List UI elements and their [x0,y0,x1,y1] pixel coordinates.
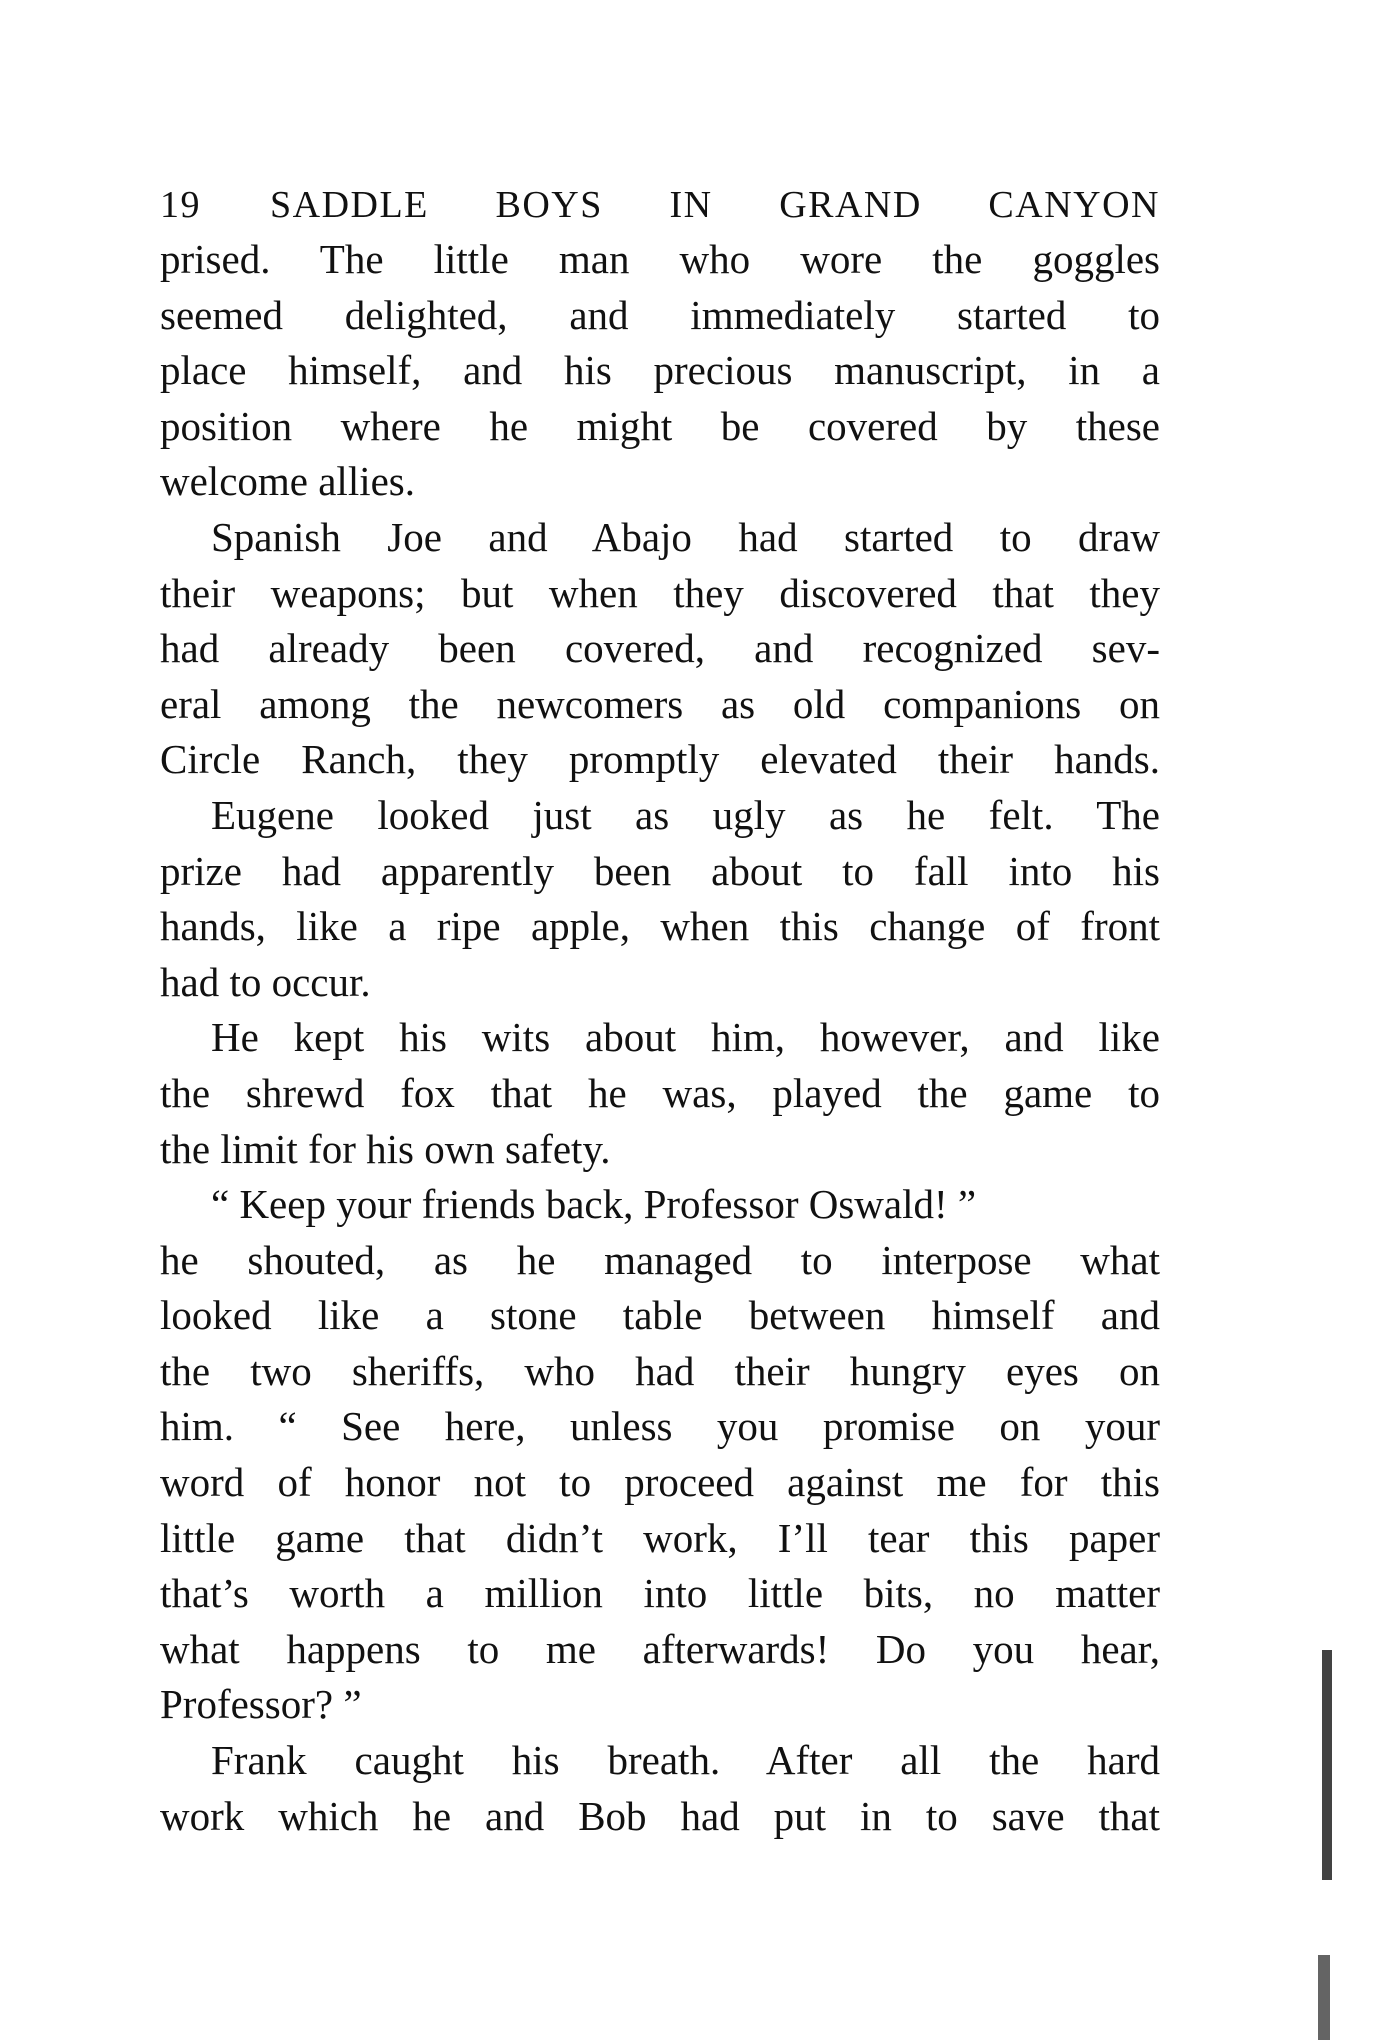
text-line: looked like a stone table between himself and [160,1292,1160,1339]
text-line: “ Keep your friends back, Professor Oswald! ” [211,1181,977,1228]
page-number: 19 [160,184,201,226]
text-line: the limit for his own safety. [160,1125,611,1172]
text-line: place himself, and his precious manuscript, in a [160,347,1160,394]
text-line: Professor? ” [160,1681,362,1728]
text-line: he shouted, as he managed to interpose what [160,1236,1160,1283]
text-line: their weapons; but when they discovered that they [160,569,1160,616]
text-line: seemed delighted, and immediately started to [160,291,1160,338]
text-line: what happens to me afterwards! Do you hear, [160,1625,1160,1672]
text-line: prised. The little man who wore the goggles [160,236,1160,282]
page-body-text [160,232,1160,1844]
text-line: welcome allies. [160,458,416,505]
text-line: Eugene looked just as ugly as he felt. The [211,791,1160,838]
text-line: the shrewd fox that he was, played the game to [160,1069,1160,1116]
running-title: SADDLE BOYS IN GRAND CANYON [270,184,1160,226]
text-line: work which he and Bob had put in to save that [160,1792,1160,1839]
running-header [160,180,1160,230]
text-line: had to occur. [160,958,371,1005]
text-line: little game that didn’t work, I’ll tear this paper [160,1514,1160,1561]
text-line: that’s worth a million into little bits, no matter [160,1570,1160,1617]
text-line: He kept his wits about him, however, and like [211,1014,1160,1061]
text-line: Circle Ranch, they promptly elevated their hands. [160,736,1160,783]
text-line: prize had apparently been about to fall into his [160,847,1160,894]
scan-edge-mark [1318,1955,1330,2040]
scan-edge-mark [1322,1650,1332,1880]
text-line: had already been covered, and recognized sev- [160,625,1160,672]
text-line: eral among the newcomers as old companions on [160,680,1160,727]
text-line: Frank caught his breath. After all the hard [211,1737,1160,1784]
text-line: position where he might be covered by these [160,402,1160,449]
text-line: him. “ See here, unless you promise on your [160,1403,1160,1450]
text-line: hands, like a ripe apple, when this change of front [160,903,1160,950]
text-line: word of honor not to proceed against me for this [160,1459,1160,1506]
text-line: the two sheriffs, who had their hungry eyes on [160,1347,1160,1394]
text-line: Spanish Joe and Abajo had started to draw [211,513,1160,560]
